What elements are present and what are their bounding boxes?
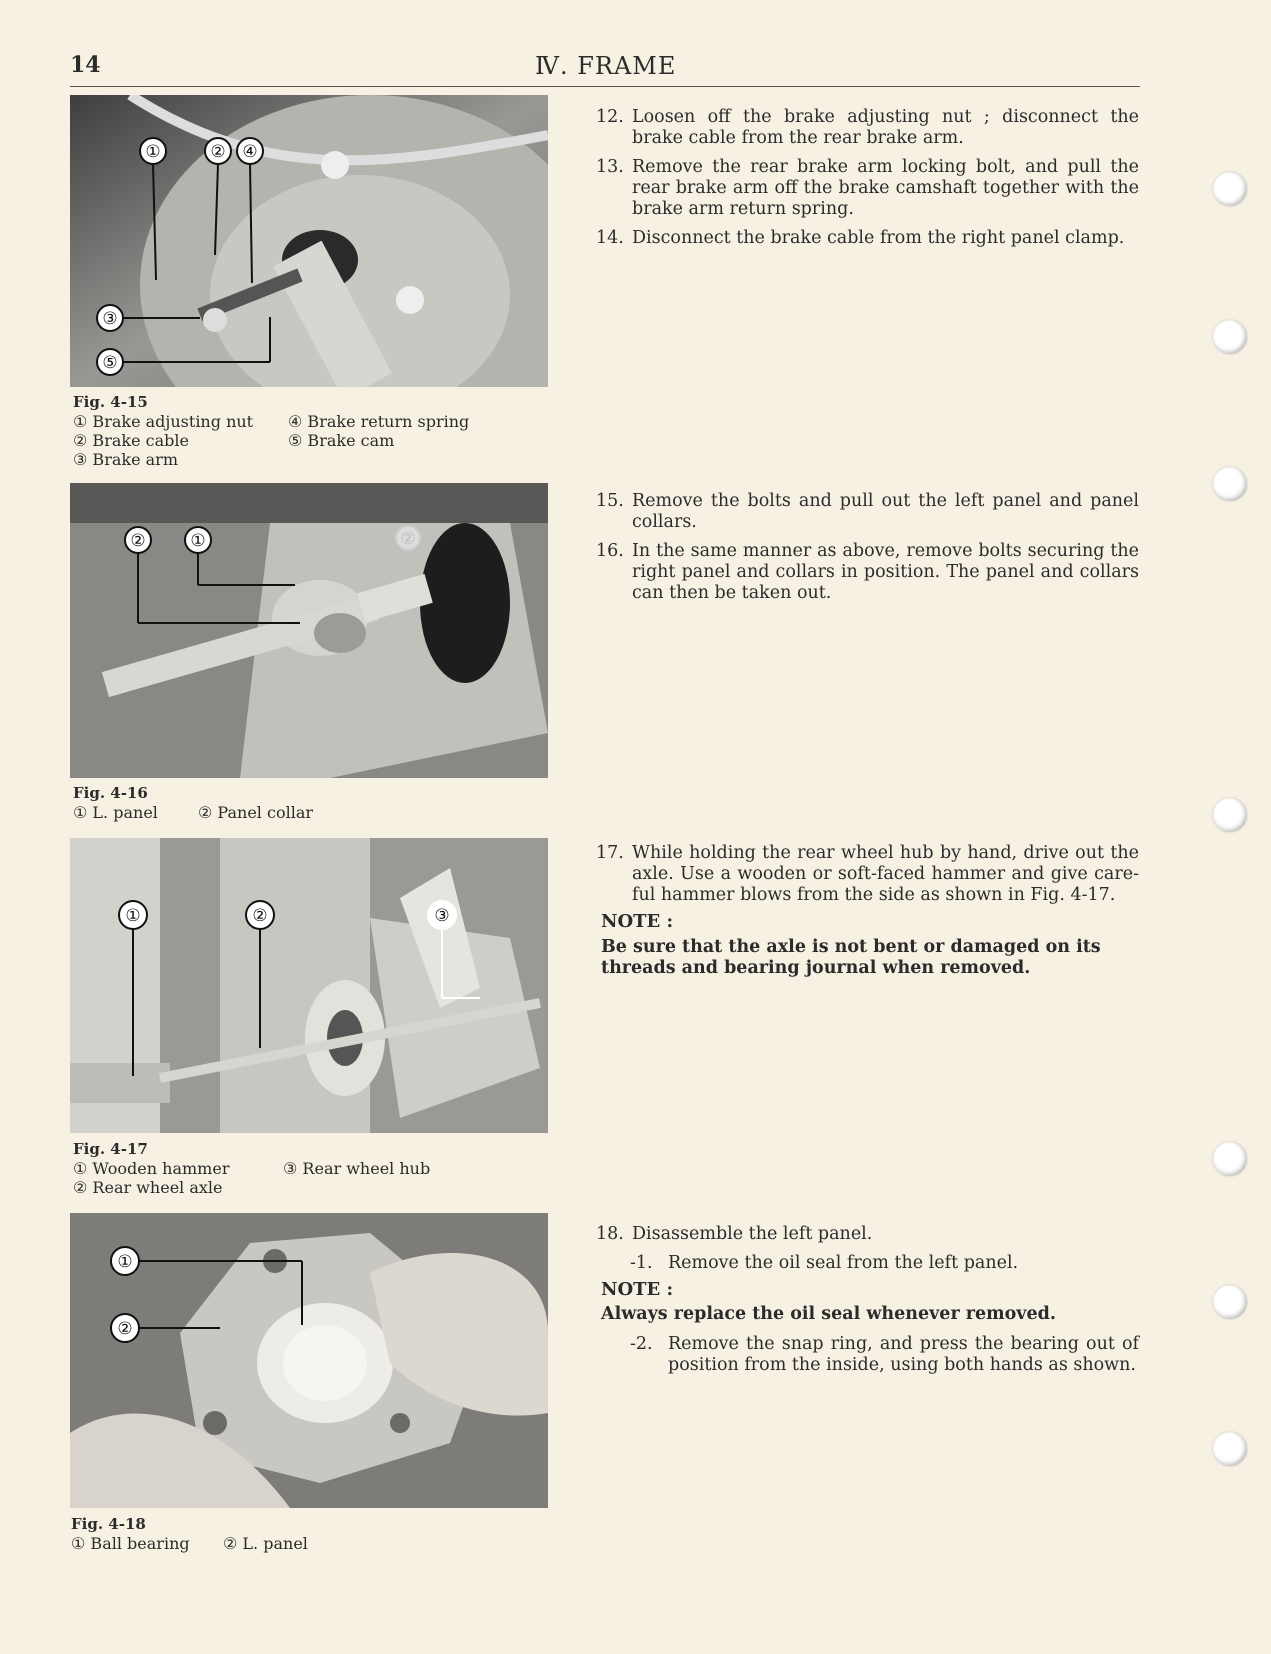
binder-hole xyxy=(1213,1142,1247,1176)
figure-label: Fig. 4-16 xyxy=(73,784,148,802)
figure-label: Fig. 4-17 xyxy=(73,1140,148,1158)
note-heading: NOTE : xyxy=(601,1279,674,1300)
caption-item: ⑤ Brake cam xyxy=(288,431,395,450)
callout-2: ② xyxy=(210,142,226,162)
header-rule xyxy=(70,86,1140,87)
callouts-fig-4-15 xyxy=(70,95,548,387)
caption-item: ② Rear wheel axle xyxy=(73,1178,223,1197)
caption-fig-4-15 xyxy=(73,393,498,469)
caption-item: ③ Rear wheel hub xyxy=(283,1159,431,1178)
callout-5: ⑤ xyxy=(102,353,118,373)
caption-item: ① Wooden hammer xyxy=(73,1159,230,1178)
step-13: 13. Remove the rear brake arm locking bolt, and pull the rear brake arm off the brake camshaft together with the brake arm return spring. xyxy=(596,157,1139,219)
caption-item: ③ Brake arm xyxy=(73,450,178,469)
note-text: Be sure that the axle is not bent or damaged on its threads and bearing journal when removed. xyxy=(601,937,1101,978)
binder-hole xyxy=(1213,1285,1247,1319)
step-17: 17. While holding the rear wheel hub by hand, drive out the axle. Use a wooden or soft-faced hammer and give care-ful hammer blows from the side as shown in Fig. 4-17. xyxy=(596,843,1139,905)
binder-hole xyxy=(1213,172,1247,206)
caption-fig-4-18 xyxy=(71,1515,373,1553)
callout-3: ③ xyxy=(434,906,450,926)
caption-item: ② Panel collar xyxy=(198,803,314,822)
caption-item: ① Brake adjusting nut xyxy=(73,412,254,431)
callout-3: ③ xyxy=(102,309,118,329)
step-12: 12. Loosen off the brake adjusting nut ; disconnect the brake cable from the rear brake arm. xyxy=(596,107,1139,148)
chapter-title: Ⅳ. FRAME xyxy=(535,52,677,80)
callout-1: ① xyxy=(117,1252,133,1272)
caption-item: ④ Brake return spring xyxy=(288,412,470,431)
callout-2: ② xyxy=(117,1319,133,1339)
step-18-1: -1. Remove the oil seal from the left panel. xyxy=(630,1253,1019,1273)
step-16: 16. In the same manner as above, remove bolts securing the right panel and collars in position. The panel and collars can then be taken out. xyxy=(596,541,1139,603)
binder-hole xyxy=(1213,1432,1247,1466)
callout-1: ① xyxy=(190,531,206,551)
step-15: 15. Remove the bolts and pull out the left panel and panel collars. xyxy=(596,491,1139,532)
step-18-2: -2. Remove the snap ring, and press the bearing out of position from the inside, using both hands as shown. xyxy=(630,1334,1139,1375)
note-text: Always replace the oil seal whenever removed. xyxy=(601,1304,1056,1324)
binder-hole xyxy=(1213,467,1247,501)
figure-label: Fig. 4-18 xyxy=(71,1515,146,1533)
figure-label: Fig. 4-15 xyxy=(73,393,148,411)
callouts-fig-4-18 xyxy=(70,1213,548,1508)
callout-4: ④ xyxy=(242,142,258,162)
caption-item: ② L. panel xyxy=(223,1534,308,1553)
caption-item: ① Ball bearing xyxy=(71,1534,190,1553)
callout-2-faint: ② xyxy=(400,529,416,549)
caption-fig-4-16 xyxy=(73,784,348,822)
callout-1: ① xyxy=(125,906,141,926)
note-heading: NOTE : xyxy=(601,911,674,932)
callout-2: ② xyxy=(130,531,146,551)
step-18: 18. Disassemble the left panel. xyxy=(596,1224,873,1244)
page-number: 14 xyxy=(70,52,101,78)
caption-fig-4-17 xyxy=(73,1140,483,1197)
callout-2: ② xyxy=(252,906,268,926)
step-14: 14. Disconnect the brake cable from the right panel clamp. xyxy=(596,228,1125,248)
callouts-fig-4-16 xyxy=(70,483,548,778)
caption-item: ① L. panel xyxy=(73,803,158,822)
binder-hole xyxy=(1213,798,1247,832)
callouts-fig-4-17 xyxy=(70,838,548,1133)
caption-item: ② Brake cable xyxy=(73,431,189,450)
callout-1: ① xyxy=(145,142,161,162)
binder-hole xyxy=(1213,320,1247,354)
